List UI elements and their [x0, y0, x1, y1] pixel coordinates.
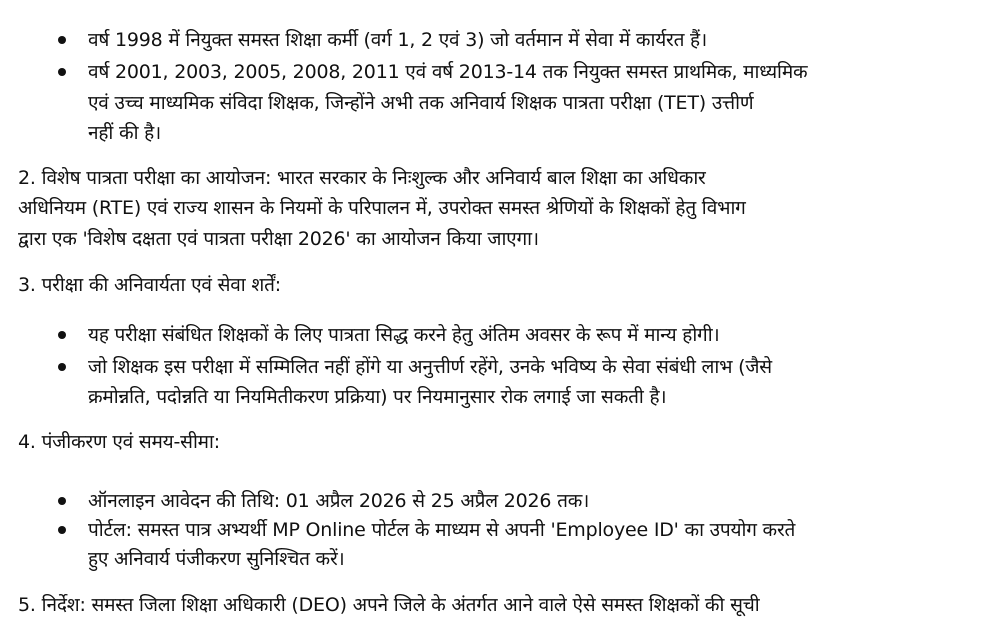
- bullet-dot: [58, 363, 66, 371]
- bullet-text-line: नहीं की है।: [88, 122, 162, 144]
- section-5-paragraph-line: 5. निर्देश: समस्त जिला शिक्षा अधिकारी (DEO) अपने जिले के अंतर्गत आने वाले ऐसे समस्त शिक्षकों की सूची: [18, 594, 760, 616]
- section-3-heading: 3. परीक्षा की अनिवार्यता एवं सेवा शर्तें:: [18, 274, 281, 296]
- bullet-text-line: हुए अनिवार्य पंजीकरण सुनिश्चित करें।: [88, 548, 345, 570]
- section-4-heading: 4. पंजीकरण एवं समय-सीमा:: [18, 431, 220, 453]
- bullet-text-line: ऑनलाइन आवेदन की तिथि: 01 अप्रैल 2026 से 25 अप्रैल 2026 तक।: [88, 490, 590, 512]
- bullet-text-line: एवं उच्च माध्यमिक संविदा शिक्षक, जिन्होंने अभी तक अनिवार्य शिक्षक पात्रता परीक्षा (TET) उत्तीर्ण: [88, 92, 754, 114]
- bullet-dot: [58, 526, 66, 534]
- section-2-paragraph-line: द्वारा एक 'विशेष दक्षता एवं पात्रता परीक्षा 2026' का आयोजन किया जाएगा।: [18, 228, 539, 250]
- bullet-text-line: वर्ष 1998 में नियुक्त समस्त शिक्षा कर्मी (वर्ग 1, 2 एवं 3) जो वर्तमान में सेवा में कार्यरत हैं।: [88, 29, 707, 51]
- bullet-dot: [58, 497, 66, 505]
- bullet-text-line: पोर्टल: समस्त पात्र अभ्यर्थी MP Online पोर्टल के माध्यम से अपनी 'Employee ID' का उपयोग करते: [88, 519, 796, 541]
- bullet-text-line: क्रमोन्नति, पदोन्नति या नियमितीकरण प्रक्रिया) पर नियमानुसार रोक लगाई जा सकती है।: [88, 386, 667, 408]
- bullet-dot: [58, 68, 66, 76]
- bullet-text-line: जो शिक्षक इस परीक्षा में सम्मिलित नहीं होंगे या अनुत्तीर्ण रहेंगे, उनके भविष्य के सेवा संबंधी लाभ (जैसे: [88, 356, 772, 378]
- section-2-paragraph-line: 2. विशेष पात्रता परीक्षा का आयोजन: भारत सरकार के निःशुल्क और अनिवार्य बाल शिक्षा का अधिकार: [18, 167, 706, 189]
- bullet-text-line: वर्ष 2001, 2003, 2005, 2008, 2011 एवं वर्ष 2013-14 तक नियुक्त समस्त प्राथमिक, माध्यमिक: [88, 61, 808, 83]
- section-2-paragraph-line: अधिनियम (RTE) एवं राज्य शासन के नियमों के परिपालन में, उपरोक्त समस्त श्रेणियों के शिक्षकों हेतु विभाग: [18, 197, 746, 219]
- bullet-dot: [58, 331, 66, 339]
- bullet-text-line: यह परीक्षा संबंधित शिक्षकों के लिए पात्रता सिद्ध करने हेतु अंतिम अवसर के रूप में मान्य होगी।: [88, 324, 720, 346]
- bullet-dot: [58, 36, 66, 44]
